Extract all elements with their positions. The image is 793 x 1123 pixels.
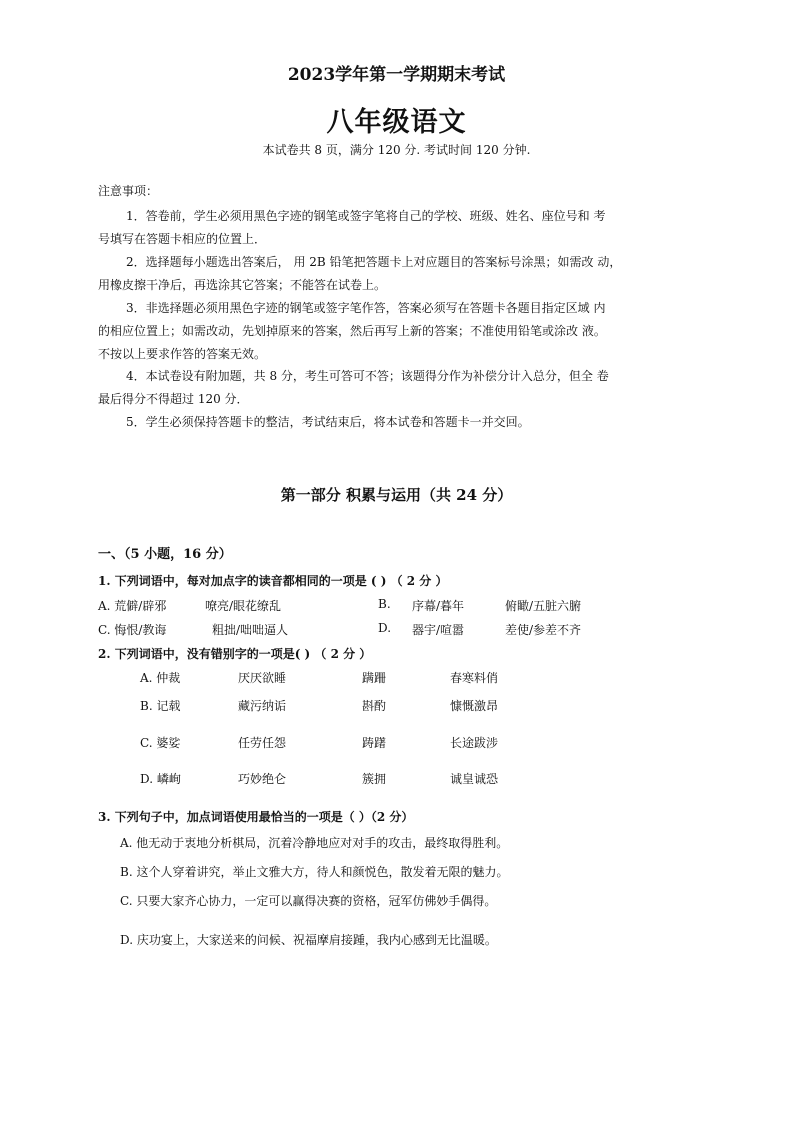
q2-row-c-col-2: 任劳任怨 [238,736,287,750]
q3-option-d: D. 庆功宴上，大家送来的问候、祝福摩肩接踵，我内心感到无比温暖。 [120,933,497,947]
q2-row-b-col-4: 慷慨激昂 [450,699,499,713]
q2-row-a-col-2: 厌厌欲睡 [238,671,287,685]
q2-row-c-col-1: C. 婆娑 [140,736,181,750]
note-line-6: 的相应位置上；如需改动，先划掉原来的答案，然后再写上新的答案；不准使用铅笔或涂改 液。 [98,324,606,338]
q3-option-b: B. 这个人穿着讲究，举止文雅大方，待人和颜悦色，散发着无限的魅力。 [120,865,509,879]
q2-row-c-col-4: 长途跋涉 [450,736,499,750]
subject-title: 八年级语文 [326,107,467,138]
q3-option-c: C. 只要大家齐心协力，一定可以赢得决赛的资格，冠军仿佛妙手偶得。 [120,894,497,908]
q2-row-d-col-1: D. 嶙峋 [140,772,181,786]
note-line-9: 最后得分不得超过 120 分． [98,392,249,406]
q2-row-b-col-3: 斟酌 [362,699,387,713]
q2-row-a-col-3: 蹒跚 [362,671,387,685]
note-line-4: 用橡皮擦干净后，再选涂其它答案；不能答在试卷上。 [98,278,387,292]
section-one-heading: 一、（5 小题，16 分） [98,547,232,562]
q1-option-c-1: C. 悔恨/教诲 [98,623,167,637]
q3-option-a: A. 他无动于衷地分析棋局，沉着冷静地应对对手的攻击，最终取得胜利。 [120,836,509,850]
q1-option-a-1: A. 荒僻/辟邪 [98,599,167,613]
q2-row-d-col-2: 巧妙绝仑 [238,772,287,786]
notes-heading: 注意事项： [98,184,159,198]
question-2-stem: 2. 下列词语中，没有错别字的一项是( ) （ 2 分 ） [98,647,372,661]
exam-info: 本试卷共 8 页，满分 120 分. 考试时间 120 分钟. [262,143,531,157]
note-line-8: 4．本试卷设有附加题，共 8 分，考生可答可不答；该题得分作为补偿分计入总分，但全 卷 [126,369,609,383]
q2-row-d-col-3: 簇拥 [362,772,387,786]
q1-option-d-1: 器宇/喧嚣 [412,623,465,637]
note-line-5: 3．非选择题必须用黑色字迹的钢笔或签字笔作答，答案必须写在答题卡各题目指定区域 内 [126,301,606,315]
q2-row-a-col-4: 春寒料俏 [450,671,499,685]
q2-row-b-col-2: 藏污纳诟 [238,699,287,713]
q1-option-b-1: 序幕/暮年 [412,599,465,613]
question-3-stem: 3. 下列句子中，加点词语使用最恰当的一项是（ ）（2 分） [98,810,414,824]
note-line-2: 号填写在答题卡相应的位置上． [98,232,267,246]
question-1-stem: 1. 下列词语中，每对加点字的读音都相同的一项是 ( ) （ 2 分 ） [98,574,448,588]
note-line-7: 不按以上要求作答的答案无效。 [98,347,267,361]
q1-option-c-2: 粗拙/咄咄逼人 [212,623,289,637]
q1-option-a-2: 嘹亮/眼花缭乱 [205,599,282,613]
q2-row-a-col-1: A. 仲裁 [140,671,181,685]
exam-title: 2023学年第一学期期末考试 [287,65,506,85]
part-one-title: 第一部分 积累与运用（共 24 分） [280,486,513,504]
q2-row-d-col-4: 诚皇诚恐 [450,772,499,786]
q1-option-b-2: 俯瞰/五脏六腑 [505,599,582,613]
q1-option-d-label: D. [378,621,392,635]
note-line-10: 5．学生必须保持答题卡的整洁，考试结束后，将本试卷和答题卡一并交回。 [126,415,530,429]
q1-option-b-label: B. [378,597,391,611]
note-line-3: 2．选择题每小题选出答案后， 用 2B 铅笔把答题卡上对应题目的答案标号涂黑；如需改 动， [126,255,622,269]
q2-row-c-col-3: 踌躇 [362,736,387,750]
q2-row-b-col-1: B. 记载 [140,699,181,713]
note-line-1: 1．答卷前，学生必须用黑色字迹的钢笔或签字笔将自己的学校、班级、姓名、座位号和 考 [126,209,606,223]
q1-option-d-2: 差使/参差不齐 [505,623,582,637]
